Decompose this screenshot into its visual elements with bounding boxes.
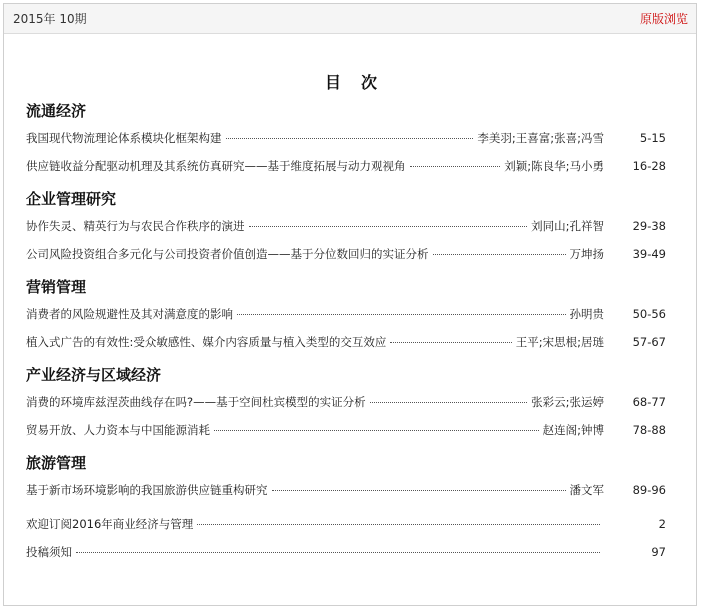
entry-title[interactable]: 协作失灵、精英行为与农民合作秩序的演进 xyxy=(26,219,245,233)
entry-title[interactable]: 欢迎订阅2016年商业经济与管理 xyxy=(26,517,194,531)
entry-pages: 39-49 xyxy=(632,247,666,261)
dot-leader xyxy=(237,314,566,315)
entry-title[interactable]: 投稿须知 xyxy=(26,545,72,559)
entry-authors: 刘同山;孔祥智 xyxy=(531,219,604,233)
dot-leader xyxy=(76,552,600,553)
dot-leader xyxy=(272,490,566,491)
toc-entry[interactable] xyxy=(26,152,666,180)
section-title: 产业经济与区域经济 xyxy=(26,366,162,384)
entry-authors: 赵连阁;钟博 xyxy=(542,423,604,437)
toc-entry[interactable] xyxy=(26,124,666,152)
section-title: 流通经济 xyxy=(26,102,87,120)
entry-title[interactable]: 植入式广告的有效性:受众敏感性、媒介内容质量与植入类型的交互效应 xyxy=(26,335,387,349)
section-title: 企业管理研究 xyxy=(26,190,117,208)
extra-entries xyxy=(26,510,666,566)
entry-authors: 万坤扬 xyxy=(569,247,604,261)
dot-leader xyxy=(226,138,474,139)
entry-title[interactable]: 我国现代物流理论体系模块化框架构建 xyxy=(26,131,222,145)
toc-entry[interactable] xyxy=(26,388,666,416)
toc-content xyxy=(26,98,666,566)
entry-title[interactable]: 供应链收益分配驱动机理及其系统仿真研究——基于维度拓展与动力观视角 xyxy=(26,159,406,173)
toc-entry[interactable] xyxy=(26,212,666,240)
toc-entry[interactable] xyxy=(26,300,666,328)
toc-entry[interactable] xyxy=(26,476,666,504)
dot-leader xyxy=(433,254,566,255)
entry-title[interactable]: 消费者的风险规避性及其对满意度的影响 xyxy=(26,307,233,321)
section-title: 旅游管理 xyxy=(26,454,87,472)
entry-pages: 2 xyxy=(658,517,666,531)
original-view-link[interactable]: 原版浏览 xyxy=(639,12,688,26)
entry-authors: 李美羽;王喜富;张喜;冯雪 xyxy=(477,131,604,145)
toc-title: 目次 xyxy=(324,73,397,92)
toc-entry[interactable] xyxy=(26,510,666,538)
entry-pages: 57-67 xyxy=(632,335,666,349)
entry-pages: 78-88 xyxy=(632,423,666,437)
dot-leader xyxy=(410,166,501,167)
issue-label: 2015年 10期 xyxy=(13,12,87,26)
entry-title[interactable]: 基于新市场环境影响的我国旅游供应链重构研究 xyxy=(26,483,268,497)
toc-entry[interactable] xyxy=(26,328,666,356)
entry-pages: 68-77 xyxy=(632,395,666,409)
dot-leader xyxy=(390,342,511,343)
entry-pages: 5-15 xyxy=(639,131,666,145)
dot-leader xyxy=(249,226,528,227)
entry-authors: 孙明贵 xyxy=(569,307,604,321)
section-title: 营销管理 xyxy=(26,278,87,296)
entry-title[interactable]: 消费的环境库兹涅茨曲线存在吗?——基于空间杜宾模型的实证分析 xyxy=(26,395,366,409)
entry-authors: 张彩云;张运婷 xyxy=(531,395,604,409)
toc-entry[interactable] xyxy=(26,538,666,566)
entry-pages: 50-56 xyxy=(632,307,666,321)
entry-title[interactable]: 公司风险投资组合多元化与公司投资者价值创造——基于分位数回归的实证分析 xyxy=(26,247,429,261)
entry-pages: 16-28 xyxy=(632,159,666,173)
dot-leader xyxy=(214,430,539,431)
entry-pages: 89-96 xyxy=(632,483,666,497)
entry-title[interactable]: 贸易开放、人力资本与中国能源消耗 xyxy=(26,423,210,437)
entry-authors: 刘颖;陈良华;马小勇 xyxy=(504,159,604,173)
toc-entry[interactable] xyxy=(26,416,666,444)
entry-authors: 潘文军 xyxy=(569,483,604,497)
dot-leader xyxy=(370,402,528,403)
toc-entry[interactable] xyxy=(26,240,666,268)
top-bar xyxy=(4,4,696,34)
entry-authors: 王平;宋思根;居琏 xyxy=(515,335,604,349)
entry-pages: 29-38 xyxy=(632,219,666,233)
dot-leader xyxy=(197,524,600,525)
entry-pages: 97 xyxy=(651,545,666,559)
